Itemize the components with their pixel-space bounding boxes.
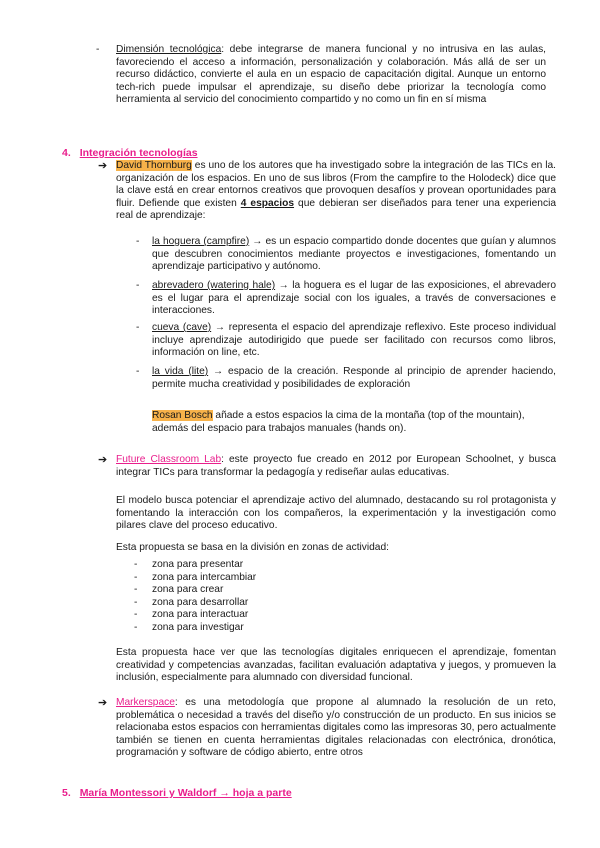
dash-bullet: - (134, 559, 138, 570)
makerspace-link[interactable]: Markerspace (116, 697, 175, 708)
bosch-text: añade a estos espacios la cima de la montaña (top of the mountain), además del espacio para trabajos manuales (hands on). (152, 410, 525, 434)
list-item (134, 584, 434, 597)
item-term: cueva (cave) (152, 322, 212, 333)
right-arrow-icon: ➔ (98, 160, 108, 172)
list-item (134, 559, 434, 572)
dash-bullet: - (96, 44, 100, 55)
intro-text: : debe integrarse de manera funcional y no intrusiva en las aulas, favoreciendo el acceso a información, personalización y colaboración. Más allá de ser un recurso didáctico, convierte el aula en un espacio de capacitación digital. Aunque un entorno tech-rich puede impulsar el aprendizaje, su diseño debe priorizar la tecnología como herramienta al servicio del conocimiento compartido y no como un fin en sí misma (116, 44, 546, 106)
fcl-paragraph-2: El modelo busca potenciar el aprendizaje activo del alumnado, destacando su rol protagonista y fomentando la interacción con los compañeros, la experimentación y la investigación como pilares clave del proceso educativo. (116, 495, 556, 532)
list-item (152, 236, 556, 274)
zone-label: zona para desarrollar (152, 596, 249, 608)
dash-bullet: - (136, 322, 140, 333)
makerspace-text: : es una metodología que propone al alumnado la resolución de un reto, problemática o necesidad a través del diseño y/o construcción de un producto. En sus inicios se relacionaba estos espacios con herramientas digitales como las impresoras 30, pero actualmente también se tienen en cuenta herramientas digitales relacionadas con electrónica, dronótica, programación y software de código abierto, entre otros (116, 697, 556, 759)
section-5-number: 5. (62, 787, 71, 799)
section-4-heading (62, 147, 198, 160)
list-item (134, 572, 434, 585)
right-arrow-icon: ➔ (98, 454, 108, 466)
dash-bullet: - (134, 596, 138, 608)
item-text: → la hoguera es el lugar de las exposiciones, el abrevadero es el lugar para el aprendizaje social con los iguales, a través de conversaciones e interacciones. (152, 280, 556, 317)
dash-bullet: - (134, 609, 138, 621)
dash-bullet: - (136, 366, 140, 377)
bosch-paragraph (152, 410, 562, 435)
item-term: la vida (lite) (152, 366, 209, 377)
thornburg-bold: 4 espacios (240, 197, 295, 209)
list-item (134, 597, 434, 610)
item-text: → representa el espacio del aprendizaje reflexivo. Este proceso individual incluye aprendizaje autodirigido que puede ser facilitado con recursos como libros, información on line, etc. (152, 322, 556, 359)
zone-label: zona para intercambiar (152, 571, 257, 583)
thornburg-paragraph (116, 160, 556, 223)
fcl-paragraph-4: Esta propuesta hace ver que las tecnologías digitales enriquecen el aprendizaje, fomentan creatividad y competencias avanzadas, facilitan evaluación adaptativa y juegos, y promueven la inclusión, especialmente para alumnado con diversidad funcional. (116, 647, 556, 684)
makerspace-paragraph (116, 697, 556, 760)
thornburg-name: David Thornburg (116, 160, 192, 171)
item-term: abrevadero (watering hale) (152, 280, 276, 291)
item-text: → espacio de la creación. Responde al principio de aprender haciendo, permite mucha creatividad y posibilidades de exploración (152, 366, 556, 390)
section-4-number: 4. (62, 147, 71, 159)
zones-list (134, 559, 434, 635)
list-item (134, 609, 434, 622)
list-item (152, 322, 556, 360)
section-5-title: María Montessori y Waldorf → hoja a parte (79, 787, 292, 799)
fcl-paragraph-3: Esta propuesta se basa en la división en zonas de actividad: (116, 542, 389, 553)
dash-bullet: - (134, 621, 138, 633)
zone-label: zona para presentar (152, 559, 244, 570)
right-arrow-icon: ➔ (98, 697, 108, 709)
intro-paragraph (116, 44, 546, 107)
dash-bullet: - (134, 571, 138, 583)
dash-bullet: - (134, 584, 138, 596)
list-item (134, 622, 434, 635)
list-item (152, 280, 556, 318)
bosch-name: Rosan Bosch (152, 410, 213, 421)
zone-label: zona para crear (152, 584, 224, 596)
fcl-text: : este proyecto fue creado en 2012 por European Schoolnet, y busca integrar TICs para transformar la pedagogía y rediseñar aulas educativas. (116, 454, 556, 478)
intro-term: Dimensión tecnológica (116, 44, 222, 55)
zone-label: zona para investigar (152, 621, 244, 633)
zone-label: zona para interactuar (152, 609, 249, 621)
section-5-heading (62, 787, 292, 800)
thornburg-text: es uno de los autores que ha investigado sobre la integración de las TICs en la. organización de los espacios. En uno de sus libros (From the campfire to the Holodeck) dice que la clave está en crear entornos creativos que provoquen desafíos y provean oportunidades para fluir. Defiende que existen (116, 160, 557, 209)
section-4-title: Integración tecnologías (79, 147, 198, 159)
fcl-paragraph (116, 454, 556, 479)
thornburg-text-after: que debieran ser diseñados para tener una experiencia real de aprendizaje: (116, 197, 556, 222)
fcl-link[interactable]: Future Classroom Lab (116, 454, 222, 465)
item-term: la hoguera (campfire) (152, 236, 250, 247)
item-text: → es un espacio compartido donde docentes que guían y alumnos que descubren conocimientos mediante proyectos e investigaciones, fomentando un aprendizaje participativo y autónomo. (152, 236, 556, 273)
dash-bullet: - (136, 236, 140, 247)
dash-bullet: - (136, 280, 140, 291)
list-item (152, 366, 556, 391)
